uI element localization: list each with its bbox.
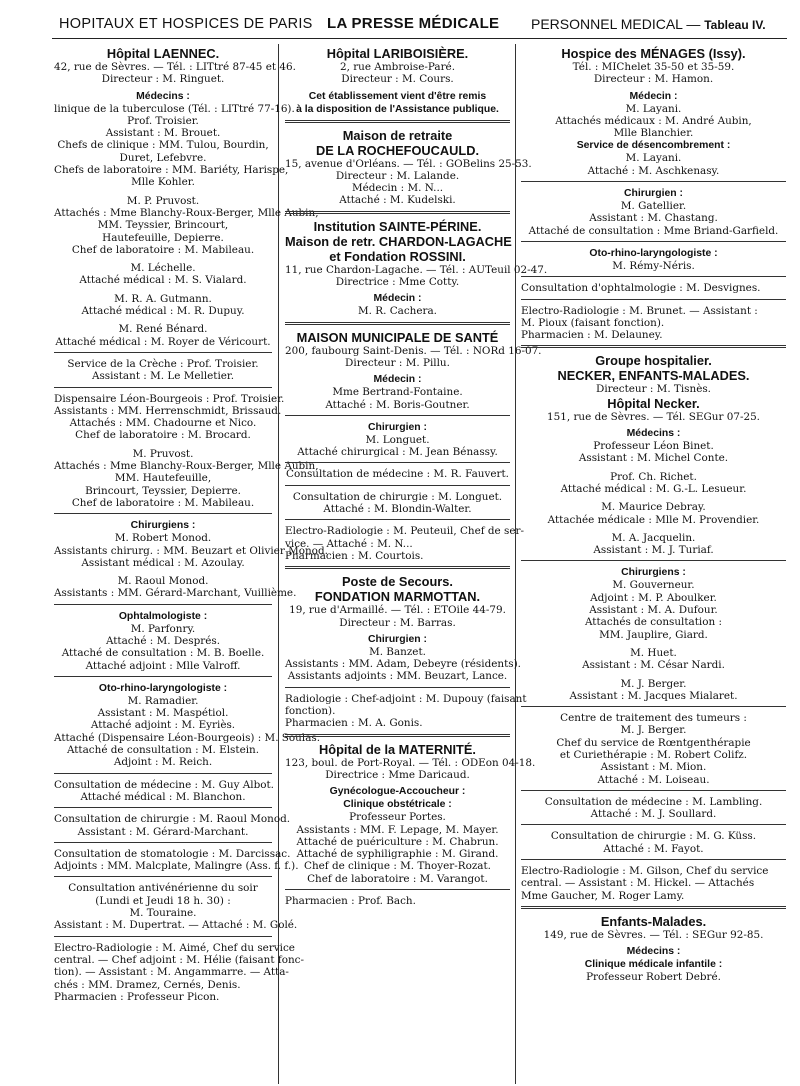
text-line: Service de la Crèche : Prof. Troisier. xyxy=(67,357,259,370)
text-line: M. Maurice Debray. xyxy=(601,501,706,514)
text-line: 42, rue de Sèvres. — Tél. : LITtré 87-45 et 46. xyxy=(54,61,296,73)
text-line: Attachés de consultation : xyxy=(584,616,722,629)
section-title: Enfants-Malades. xyxy=(600,913,707,929)
subheading: Service de désencombrement : xyxy=(576,140,731,152)
text-line: tion). — Assistant : M. Angammarre. — Atta- xyxy=(54,966,289,979)
text-line: (Lundi et Jeudi 18 h. 30) : xyxy=(95,894,231,907)
text-line: Consultation d'ophtalmologie : M. Desvignes. xyxy=(521,282,761,295)
section-title: Maison de retraite xyxy=(342,127,453,143)
text-line: Pharmacien : M. A. Gonis. xyxy=(285,717,423,730)
text-line: Consultation antivénérienne du soir xyxy=(68,882,258,895)
header-rule xyxy=(52,38,787,39)
text-line: Consultation de stomatologie : M. Darcissac. xyxy=(54,847,291,860)
text-line: Adjoints : MM. Malcplate, Malingre (Ass. f. f.). xyxy=(54,860,299,873)
text-line: Assistant médical : M. Azoulay. xyxy=(81,556,245,569)
section-separator xyxy=(521,276,786,277)
section-separator xyxy=(521,859,786,860)
text-line: Mlle Kohler. xyxy=(131,176,195,189)
text-line: Chef de laboratoire : M. Mabileau. xyxy=(71,496,255,509)
text-line: Assistants : MM. Adam, Debeyre (résidents). xyxy=(285,658,521,671)
text-line: Electro-Radiologie : M. Peuteuil, Chef de ser- xyxy=(285,525,524,538)
section-separator xyxy=(285,211,510,214)
text-line: MM. Teyssier, Brincourt, xyxy=(97,219,229,232)
text-line: Attaché (Dispensaire Léon-Bourgeois) : M. Soulas. xyxy=(54,731,321,744)
text-line: Hautefeuille, Depierre. xyxy=(102,231,224,244)
text-line: Assistant : M. Brouet. xyxy=(105,127,221,140)
text-line: 151, rue de Sèvres. — Tél. SEGur 07-25. xyxy=(547,410,760,423)
text-line: M. Layani. xyxy=(625,102,682,115)
text-line: 11, rue Chardon-Lagache. — Tél. : AUTeuil 02-47. xyxy=(285,263,548,276)
text-line: Consultation de chirurgie : M. Longuet. xyxy=(292,490,503,503)
text-line: Adjoint : M. Reich. xyxy=(113,756,213,769)
text-line: Chefs de clinique : MM. Tulou, Bourdin, xyxy=(57,139,269,152)
text-line: MM. Hautefeuille, xyxy=(114,472,212,485)
section-title: NECKER, ENFANTS-MALADES. xyxy=(557,368,750,384)
text-line: Adjoint : M. P. Aboulker. xyxy=(590,591,717,604)
section-separator xyxy=(54,513,272,514)
text-line: Electro-Radiologie : M. Aimé, Chef du service xyxy=(54,941,295,954)
column-2 xyxy=(285,46,548,1086)
section-separator xyxy=(54,807,272,808)
section-title: Maison de retr. CHARDON-LAGACHE xyxy=(285,233,512,249)
text-line: Assistant : M. Le Melletier. xyxy=(91,370,235,383)
text-line: Attaché : M. J. Soullard. xyxy=(590,808,717,821)
header-tableau: Tableau IV. xyxy=(704,18,766,32)
section-title: Hôpital de la MATERNITÉ. xyxy=(319,741,476,757)
text-line: Attachés : Mme Blanchy-Roux-Berger, Mlle Aubin, xyxy=(54,206,319,219)
section-title: Hôpital Necker. xyxy=(607,395,700,411)
text-line: Assistants : MM. Herrenschmidt, Brissaud. xyxy=(54,404,282,417)
header-right-text: PERSONNEL MEDICAL — xyxy=(531,16,701,32)
text-line: Directeur : M. Hamon. xyxy=(593,73,714,86)
text-line: Consultation de chirurgie : M. G. Küss. xyxy=(550,830,757,843)
text-line: Assistant : M. Maspétiol. xyxy=(97,707,229,720)
text-line: linique de la tuberculose (Tél. : LITtré 77-16). xyxy=(54,102,295,115)
text-line: Attaché : M. Boris-Goutner. xyxy=(325,398,470,411)
text-line: Pharmacien : Prof. Bach. xyxy=(285,894,416,907)
text-line: Attaché médical : M. G.-L. Lesueur. xyxy=(560,482,747,495)
section-separator xyxy=(285,566,510,569)
text-line: Assistants : MM. F. Lepage, M. Mayer. xyxy=(296,823,499,836)
header-right xyxy=(531,16,766,32)
column-3 xyxy=(521,46,786,1086)
text-line: Attaché : M. Kudelski. xyxy=(339,194,456,207)
text-line: Attaché adjoint : M. Eyriès. xyxy=(90,719,236,732)
text-line: Consultation de médecine : M. Guy Albot. xyxy=(54,778,274,791)
text-line: Chef de laboratoire : M. Brocard. xyxy=(75,429,251,442)
section-separator xyxy=(285,415,510,416)
section-title: Institution SAINTE-PÉRINE. xyxy=(313,218,482,234)
text-line: fonction). xyxy=(285,705,336,718)
text-line: Prof. Ch. Richet. xyxy=(610,470,697,483)
section-separator xyxy=(521,824,786,825)
text-line: Tél. : MIChelet 35-50 et 35-59. xyxy=(572,61,735,73)
text-line: M. Raoul Monod. xyxy=(117,575,209,588)
text-line: Directeur : M. Barras. xyxy=(339,616,456,629)
text-line: Attaché : M. Fayot. xyxy=(603,842,704,855)
text-line: Attaché de consultation : Mme Briand-Garfield. xyxy=(528,224,779,237)
section-separator xyxy=(285,889,510,890)
section-title: FONDATION MARMOTTAN. xyxy=(314,589,481,605)
text-line: M. Léchelle. xyxy=(130,262,196,275)
section-separator xyxy=(285,734,510,737)
text-line: M. J. Berger. xyxy=(620,724,687,737)
column-divider xyxy=(515,44,516,1084)
text-line: M. R. A. Gutmann. xyxy=(114,292,212,305)
subheading: Clinique médicale infantile : xyxy=(584,959,723,971)
text-line: Attachés médicaux : M. André Aubin, xyxy=(555,114,752,127)
section-title: Hôpital LARIBOISIÈRE. xyxy=(326,46,469,61)
text-line: vice. — Attaché : M. N... xyxy=(285,537,413,550)
text-line: Chef de laboratoire : M. Mabileau. xyxy=(71,243,255,256)
text-line: M. Pruvost. xyxy=(132,447,194,460)
subheading: à la disposition de l'Assistance publique. xyxy=(296,103,499,115)
text-line: Attaché médical : M. R. Dupuy. xyxy=(81,305,245,318)
text-line: Pharmacien : M. Delauney. xyxy=(521,329,663,342)
text-line: Directrice : Mme Daricaud. xyxy=(325,768,470,781)
text-line: Dispensaire Léon-Bourgeois : Prof. Troisier. xyxy=(54,392,285,405)
text-line: Attachés : MM. Chadourne et Nico. xyxy=(69,417,257,430)
text-line: 149, rue de Sèvres. — Tél. : SEGur 92-85. xyxy=(543,928,764,941)
section-title: et Fondation ROSSINI. xyxy=(329,248,466,264)
page-header xyxy=(0,14,800,38)
section-separator xyxy=(54,387,272,388)
text-line: Attaché : M. Blondin-Walter. xyxy=(323,503,472,516)
text-line: chés : MM. Dramez, Cernés, Denis. xyxy=(54,978,241,991)
text-line: Attaché médical : M. Blanchon. xyxy=(80,790,246,803)
subheading: Chirurgien : xyxy=(368,633,427,645)
section-title: DE LA ROCHEFOUCAULD. xyxy=(315,142,480,158)
text-line: Prof. Troisier. xyxy=(127,114,199,127)
section-separator xyxy=(54,842,272,843)
text-line: M. Ramadier. xyxy=(127,694,199,707)
text-line: M. René Bénard. xyxy=(118,323,208,336)
text-line: Mme Gaucher, M. Roger Lamy. xyxy=(521,889,685,902)
subheading: Cet établissement vient d'être remis xyxy=(308,90,487,102)
subheading: Chirurgiens : xyxy=(621,567,686,579)
text-line: Directeur : M. Ringuet. xyxy=(101,73,225,86)
subheading: Médecin : xyxy=(629,90,678,102)
section-separator xyxy=(54,676,272,677)
text-line: Chefs de laboratoire : MM. Bariéty, Harispe, xyxy=(54,164,289,177)
text-line: Directrice : Mme Cotty. xyxy=(335,276,460,289)
subheading: Clinique obstétricale : xyxy=(343,799,452,811)
text-line: Assistant : M. J. Turiaf. xyxy=(593,544,714,557)
section-separator xyxy=(521,560,786,561)
text-line: Directeur : M. Lalande. xyxy=(335,169,460,182)
section-separator xyxy=(521,906,786,909)
text-line: Attaché de consultation : M. B. Boelle. xyxy=(61,647,265,660)
text-line: M. Gouverneur. xyxy=(612,579,695,592)
section-title: Hôpital LAENNEC. xyxy=(106,46,220,61)
text-line: Professeur Portes. xyxy=(349,811,446,824)
subheading: Médecin : xyxy=(373,293,422,305)
text-line: M. Gatellier. xyxy=(620,200,687,213)
text-line: MM. Jauplire, Giard. xyxy=(599,628,708,641)
text-line: Assistant : M. Michel Conte. xyxy=(578,452,729,465)
text-line: Assistants adjoints : MM. Beuzart, Lance. xyxy=(287,670,508,683)
text-line: Chef de clinique : M. Thoyer-Rozat. xyxy=(304,860,491,873)
text-line: Assistant : M. Jacques Mialaret. xyxy=(569,689,738,702)
subheading: Ophtalmologiste : xyxy=(118,610,208,622)
section-separator xyxy=(521,706,786,707)
section-separator xyxy=(521,181,786,182)
text-line: Consultation de médecine : M. Lambling. xyxy=(544,795,763,808)
text-line: M. R. Cachera. xyxy=(358,305,437,318)
text-line: Assistant : M. Mion. xyxy=(600,761,707,774)
text-line: 2, rue Ambroise-Paré. xyxy=(339,61,455,73)
text-line: 200, faubourg Saint-Denis. — Tél. : NORd 16-07. xyxy=(285,344,542,357)
text-line: Attaché médical : M. S. Vialard. xyxy=(79,274,247,287)
subheading: Médecin : xyxy=(373,374,422,386)
text-line: Attaché médical : M. Royer de Véricourt. xyxy=(55,335,271,348)
text-line: Mme Bertrand-Fontaine. xyxy=(332,386,463,399)
section-separator xyxy=(54,773,272,774)
section-separator xyxy=(285,322,510,325)
subheading: Gynécologue-Accoucheur : xyxy=(329,786,466,798)
section-title: Groupe hospitalier. xyxy=(595,353,712,369)
text-line: Assistants chirurg. : MM. Beuzart et Olivier Monod. xyxy=(54,544,328,557)
text-line: Attachés : Mme Blanchy-Roux-Berger, Mlle Aubin, xyxy=(54,460,319,473)
text-line: Attaché de puériculture : M. Chabrun. xyxy=(296,835,499,848)
text-line: M. J. Berger. xyxy=(620,677,687,690)
section-separator xyxy=(285,485,510,486)
section-separator xyxy=(54,936,272,937)
text-line: M. Banzet. xyxy=(369,645,426,658)
section-separator xyxy=(54,604,272,605)
section-separator xyxy=(285,462,510,463)
text-line: Assistant : M. A. Dufour. xyxy=(589,604,718,617)
text-line: Professeur Léon Binet. xyxy=(593,440,714,453)
text-line: Attaché chirurgical : M. Jean Bénassy. xyxy=(297,446,498,459)
subheading: Chirurgiens : xyxy=(130,520,196,532)
text-line: Electro-Radiologie : M. Gilson, Chef du service xyxy=(521,865,769,878)
text-line: M. P. Pruvost. xyxy=(126,194,200,207)
section-title: MAISON MUNICIPALE DE SANTÉ xyxy=(296,329,499,345)
text-line: Attaché : M. Aschkenasy. xyxy=(587,164,720,177)
text-line: Pharmacien : M. Courtois. xyxy=(285,549,424,562)
text-line: central. — Assistant : M. Hickel. — Attachés xyxy=(521,877,755,890)
text-line: Electro-Radiologie : M. Brunet. — Assistant : xyxy=(521,304,758,317)
subheading: Médecins : xyxy=(626,428,681,440)
subheading: Oto-rhino-laryngologiste : xyxy=(589,247,718,259)
section-separator xyxy=(521,241,786,242)
text-line: Consultation de médecine : M. R. Fauvert. xyxy=(286,468,509,481)
text-line: Attaché de syphiligraphie : M. Girand. xyxy=(296,848,499,861)
text-line: 19, rue d'Armaillé. — Tél. : ETOile 44-79. xyxy=(289,604,506,617)
subheading: Chirurgien : xyxy=(624,188,683,200)
text-line: Assistants : MM. Gérard-Marchant, Vuillième. xyxy=(54,587,297,600)
text-line: Directeur : M. Tisnès. xyxy=(596,383,711,396)
text-line: M. Layani. xyxy=(625,152,682,165)
text-line: Directeur : M. Cours. xyxy=(341,73,454,86)
text-line: Professeur Robert Debré. xyxy=(586,971,721,984)
section-separator xyxy=(521,299,786,300)
section-separator xyxy=(521,345,786,348)
subheading: Médecins : xyxy=(136,90,190,102)
text-line: Attaché : M. Loiseau. xyxy=(597,773,710,786)
section-separator xyxy=(285,687,510,688)
text-line: M. A. Jacquelin. xyxy=(611,531,696,544)
text-line: Chef du service de Rœntgenthérapie xyxy=(556,736,751,749)
section-separator xyxy=(54,876,272,877)
text-line: Directeur : M. Pillu. xyxy=(345,356,450,369)
text-line: Duret, Lefebvre. xyxy=(119,151,207,164)
text-line: Centre de traitement des tumeurs : xyxy=(560,712,747,725)
header-left: HOPITAUX ET HOSPICES DE PARIS xyxy=(59,16,313,32)
text-line: 15, avenue d'Orléans. — Tél. : GOBelins 25-53. xyxy=(285,157,532,170)
text-line: central. — Chef adjoint : M. Hélie (faisant fonc- xyxy=(54,953,304,966)
text-line: Attaché adjoint : Mlle Valroff. xyxy=(85,659,241,672)
text-line: Chef de laboratoire : M. Varangot. xyxy=(307,872,488,885)
text-line: Consultation de chirurgie : M. Raoul Monod. xyxy=(54,813,291,826)
text-line: M. Pioux (faisant fonction). xyxy=(521,316,665,329)
header-journal-title: LA PRESSE MÉDICALE xyxy=(327,15,500,32)
section-title: Hospice des MÉNAGES (Issy). xyxy=(561,46,746,61)
subheading: Oto-rhino-laryngologiste : xyxy=(98,682,228,694)
text-line: Assistant : M. Gérard-Marchant. xyxy=(77,825,249,838)
text-line: Médecin : M. N... xyxy=(351,182,444,195)
section-separator xyxy=(54,352,272,353)
section-separator xyxy=(521,790,786,791)
subheading: Médecins : xyxy=(626,946,681,958)
text-line: Assistant : M. Chastang. xyxy=(589,212,718,225)
text-line: Pharmacien : Professeur Picon. xyxy=(54,990,220,1003)
text-line: M. Touraine. xyxy=(129,907,197,920)
text-line: Radiologie : Chef-adjoint : M. Dupouy (faisant xyxy=(285,692,527,705)
column-1 xyxy=(54,46,328,1086)
text-line: M. Huet. xyxy=(630,646,677,659)
text-line: Attaché de consultation : M. Elstein. xyxy=(66,744,260,757)
text-line: 123, boul. de Port-Royal. — Tél. : ODEon 04-18. xyxy=(285,756,536,769)
text-line: Brincourt, Teyssier, Depierre. xyxy=(85,484,241,497)
section-separator xyxy=(285,120,510,123)
subheading: Chirurgien : xyxy=(368,421,427,433)
text-line: M. Robert Monod. xyxy=(114,532,212,545)
text-line: Mlle Blanchier. xyxy=(613,127,694,140)
text-line: Assistant : M. Dupertrat. — Attaché : M. Golé. xyxy=(54,919,298,932)
section-separator xyxy=(285,519,510,520)
text-line: Attachée médicale : Mlle M. Provendier. xyxy=(547,513,760,526)
text-line: Assistant : M. César Nardi. xyxy=(582,659,725,672)
text-line: M. Parfonry. xyxy=(130,622,196,635)
text-line: M. Longuet. xyxy=(365,433,430,446)
text-line: M. Rémy-Néris. xyxy=(612,259,695,272)
section-title: Poste de Secours. xyxy=(342,574,453,590)
text-line: et Curiethérapie : M. Robert Colifz. xyxy=(559,748,748,761)
text-line: Attaché : M. Després. xyxy=(105,634,221,647)
